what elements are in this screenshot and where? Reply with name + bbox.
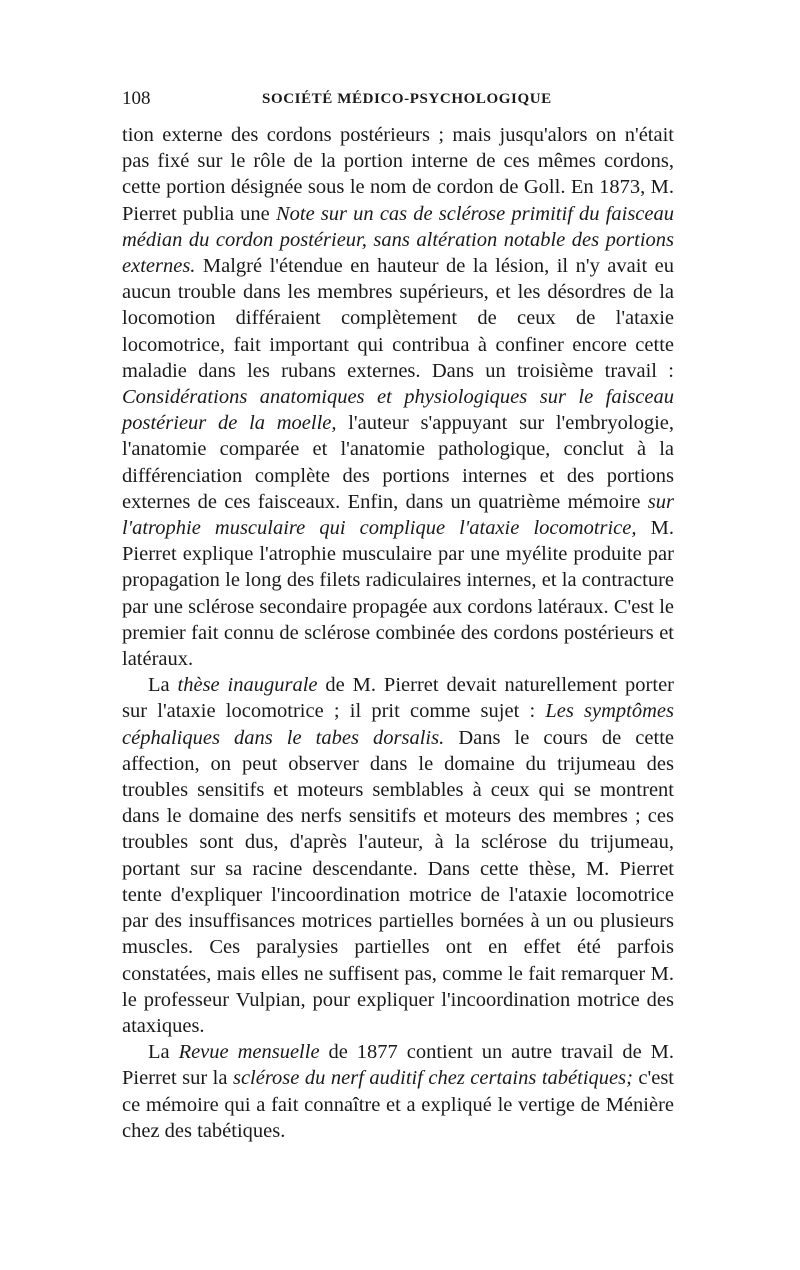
- text-run: Malgré l'étendue en hauteur de la lésion, il n'y avait eu aucun trouble dans les membres supérieurs, et les désordres de la locomotion différaient complètement de ceux de l'ataxie locomotrice, fait important qui contribua à confiner encore cette maladie dans les rubans externes. Dans un troisième travail :: [122, 255, 674, 382]
- text-run: l'auteur s'appuyant sur l'embryologie, l'anatomie comparée et l'anatomie pathologique, conclut à la différenciation complète des portions internes et des portions externes de ces faisceaux. Enfin, dans un quatrième mémoire: [122, 412, 674, 513]
- italic-title-run: Considérations anatomiques et physiologiques sur le faisceau postérieur de la moelle,: [122, 386, 674, 435]
- paragraph-2: [122, 672, 674, 1039]
- text-run: M. Pierret explique l'atrophie musculaire par une myélite produite par propagation le long des filets radiculaires internes, et la contracture par une sclérose secondaire propagée aux cordons latéraux. C'est le premier fait connu de sclérose combinée des cordons postérieurs et latéraux.: [122, 517, 674, 671]
- text-run: de 1877 contient un autre travail de M. Pierret sur la: [122, 1041, 674, 1090]
- italic-title-run: Note sur un cas de sclérose primitif du faisceau médian du cordon postérieur, sans altération notable des portions externes.: [122, 202, 675, 278]
- text-run: de M. Pierret devait naturellement porter sur l'ataxie locomotrice ; il prit comme sujet :: [122, 674, 675, 723]
- page-number: 108: [122, 88, 151, 109]
- text-run: La: [148, 674, 178, 697]
- running-title: SOCIÉTÉ MÉDICO-PSYCHOLOGIQUE: [262, 91, 552, 107]
- paragraph-1: [122, 122, 674, 672]
- paragraph-3: [122, 1039, 674, 1144]
- body-text: [122, 122, 674, 1144]
- italic-title-run: thèse inaugurale: [177, 674, 318, 697]
- italic-title-run: sur l'atrophie musculaire qui complique l'ataxie locomotrice,: [122, 490, 674, 540]
- text-run: c'est ce mémoire qui a fait connaître et a expliqué le vertige de Ménière chez des tabétiques.: [122, 1067, 674, 1142]
- text-run: Dans le cours de cette affection, on peut observer dans le domaine du trijumeau des troubles sensitifs et moteurs semblables à ceux qui se montrent dans le domaine des nerfs sensitifs et moteurs des membres ; ces troubles sont dus, d'après l'auteur, à la sclérose du trijumeau, portant sur sa racine descendante. Dans cette thèse, M. Pierret tente d'expliquer l'incoordination motrice de l'ataxie locomotrice par des insuffisances motrices partielles bornées à un ou plusieurs muscles. Ces paralysies partielles ont en effet été parfois constatées, mais elles ne suffisent pas, comme le fait remarquer M. le professeur Vulpian, pour expliquer l'incoordination motrice des ataxiques.: [122, 726, 674, 1037]
- italic-title-run: sclérose du nerf auditif chez certains tabétiques;: [232, 1067, 633, 1090]
- italic-title-run: Les symptômes céphaliques dans le tabes dorsalis.: [122, 700, 675, 749]
- running-head: [122, 88, 674, 114]
- text-run: La: [148, 1041, 179, 1064]
- italic-title-run: Revue mensuelle: [178, 1041, 320, 1064]
- text-run: tion externe des cordons postérieurs ; mais jusqu'alors on n'était pas fixé sur le rôle de la portion interne de ces mêmes cordons, cette portion désignée sous le nom de cordon de Goll. En 1873, M. Pierret publia une: [122, 124, 674, 225]
- book-page: [122, 88, 674, 1144]
